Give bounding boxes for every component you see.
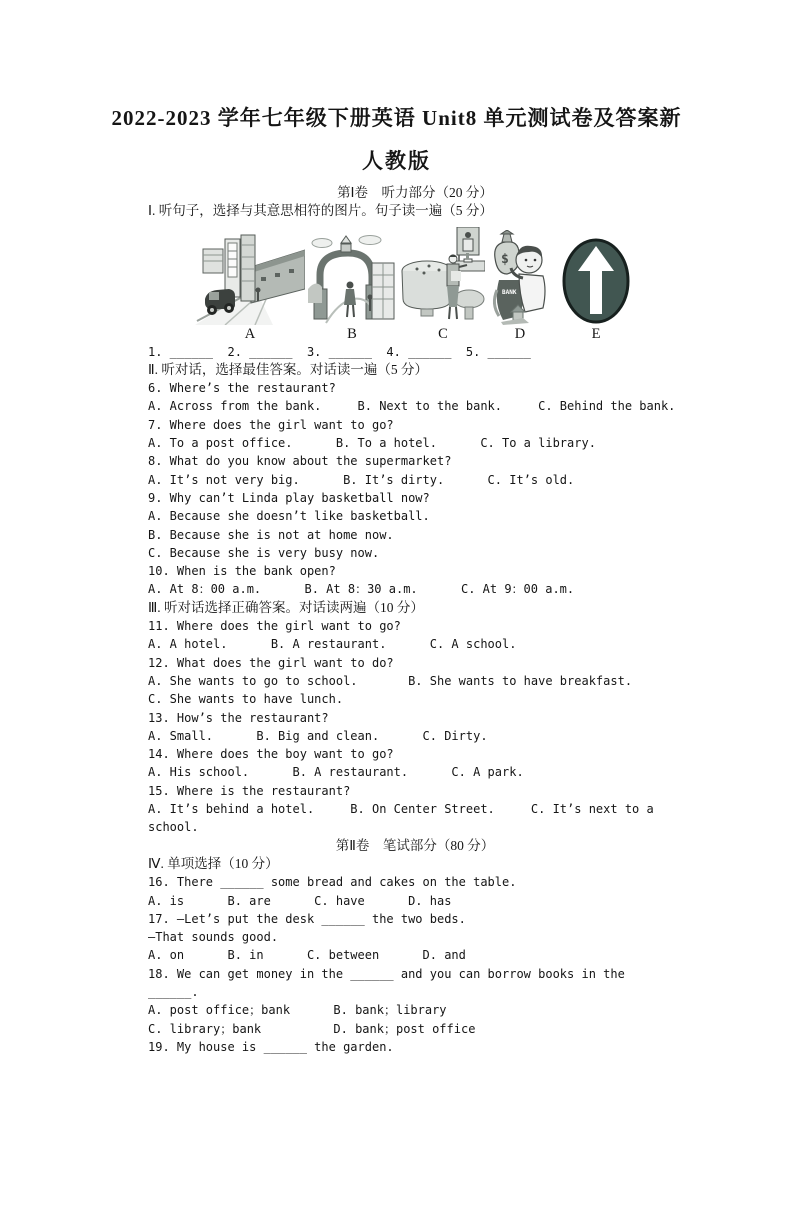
paper-title-line2: 人教版 (362, 149, 431, 173)
doc-line: Ⅲ. 听对话选择正确答案。对话读两遍（10 分） (148, 599, 424, 615)
bank-sign-text: BANK (502, 288, 517, 296)
doc-line: A. His school. B. A restaurant. C. A park. (148, 765, 524, 780)
picture-label-row (195, 325, 682, 343)
doc-line: 19. My house is ______ the garden. (148, 1039, 394, 1054)
doc-line: 17. —Let’s put the desk ______ the two beds. (148, 911, 466, 926)
part1-header: 第Ⅰ卷 听力部分（20 分） (337, 185, 493, 200)
doc-line: 11. Where does the girl want to go? (148, 619, 401, 634)
picture-strip (195, 227, 682, 325)
doc-line: 16. There ______ some bread and cakes on the table. (148, 875, 517, 890)
picture-label: E (591, 325, 601, 342)
doc-line: A. Small. B. Big and clean. C. Dirty. (148, 728, 488, 743)
doc-line: 7. Where does the girl want to go? (148, 417, 394, 432)
dollar-sign-text: $ (501, 251, 509, 267)
doc-line: A. on B. in C. between D. and (148, 948, 466, 963)
doc-line: A. is B. are C. have D. has (148, 893, 452, 908)
part1-instruction: Ⅰ. 听句子，选择与其意思相符的图片。句子读一遍（5 分） (148, 203, 493, 219)
doc-line: 12. What does the girl want to do? (148, 655, 394, 670)
doc-line: 15. Where is the restaurant? (148, 783, 351, 798)
picture-d (489, 230, 551, 325)
picture-a (195, 233, 305, 325)
doc-line: A. It’s behind a hotel. B. On Center Street. C. It’s next to a school. (148, 802, 661, 835)
doc-line: 18. We can get money in the ______ and you can borrow books in the ______. (148, 966, 633, 999)
park-gate-illustration (308, 233, 396, 325)
street-scene-illustration (195, 233, 305, 325)
doc-line: 1. ______ 2. ______ 3. ______ 4. ______ 5. ______ (148, 344, 531, 359)
doc-line: 9. Why can’t Linda play basketball now? (148, 490, 430, 505)
doc-line: 8. What do you know about the supermarket? (148, 454, 452, 469)
paper-title-line1: 2022-2023 学年七年级下册英语 Unit8 单元测试卷及答案新 (111, 106, 682, 130)
doc-line: B. Because she is not at home now. (148, 527, 394, 542)
restaurant-illustration (401, 227, 485, 325)
doc-line: 10. When is the bank open? (148, 564, 336, 579)
doc-line: 第Ⅱ卷 笔试部分（80 分） (335, 837, 495, 853)
picture-e (561, 237, 631, 325)
picture-label: B (347, 325, 357, 342)
picture-c (401, 227, 485, 325)
picture-label: D (514, 325, 526, 342)
doc-line: 14. Where does the boy want to go? (148, 747, 394, 762)
doc-line: 13. How’s the restaurant? (148, 710, 329, 725)
test-paper-page (0, 102, 793, 1224)
picture-label: A (244, 325, 256, 342)
doc-line: C. Because she is very busy now. (148, 545, 380, 560)
doc-line: A. Because she doesn’t like basketball. (148, 509, 430, 524)
doc-line: A. To a post office. B. To a hotel. C. To a library. (148, 436, 596, 451)
question-lines (148, 343, 682, 1057)
picture-label: C (438, 325, 448, 342)
doc-line: Ⅱ. 听对话，选择最佳答案。对话读一遍（5 分） (148, 361, 429, 377)
doc-line: Ⅳ. 单项选择（10 分） (148, 855, 279, 871)
doc-line: A. At 8：00 a.m. B. At 8：30 a.m. C. At 9：00 a.m. (148, 582, 575, 597)
doc-line: 6. Where’s the restaurant? (148, 381, 336, 396)
picture-b (308, 233, 396, 325)
doc-line: C. library；bank D. bank；post office (148, 1021, 476, 1036)
straight-ahead-sign (561, 237, 631, 325)
doc-line: C. She wants to have lunch. (148, 692, 344, 707)
doc-line: A. Across from the bank. B. Next to the bank. C. Behind the bank. (148, 399, 676, 414)
bank-money-bag-illustration (489, 230, 551, 325)
doc-line: —That sounds good. (148, 930, 279, 945)
doc-line: A. post office；bank B. bank；library (148, 1003, 447, 1018)
doc-line: A. It’s not very big. B. It’s dirty. C. It’s old. (148, 472, 575, 487)
doc-line: A. A hotel. B. A restaurant. C. A school. (148, 637, 517, 652)
doc-line: A. She wants to go to school. B. She wants to have breakfast. (148, 673, 633, 688)
